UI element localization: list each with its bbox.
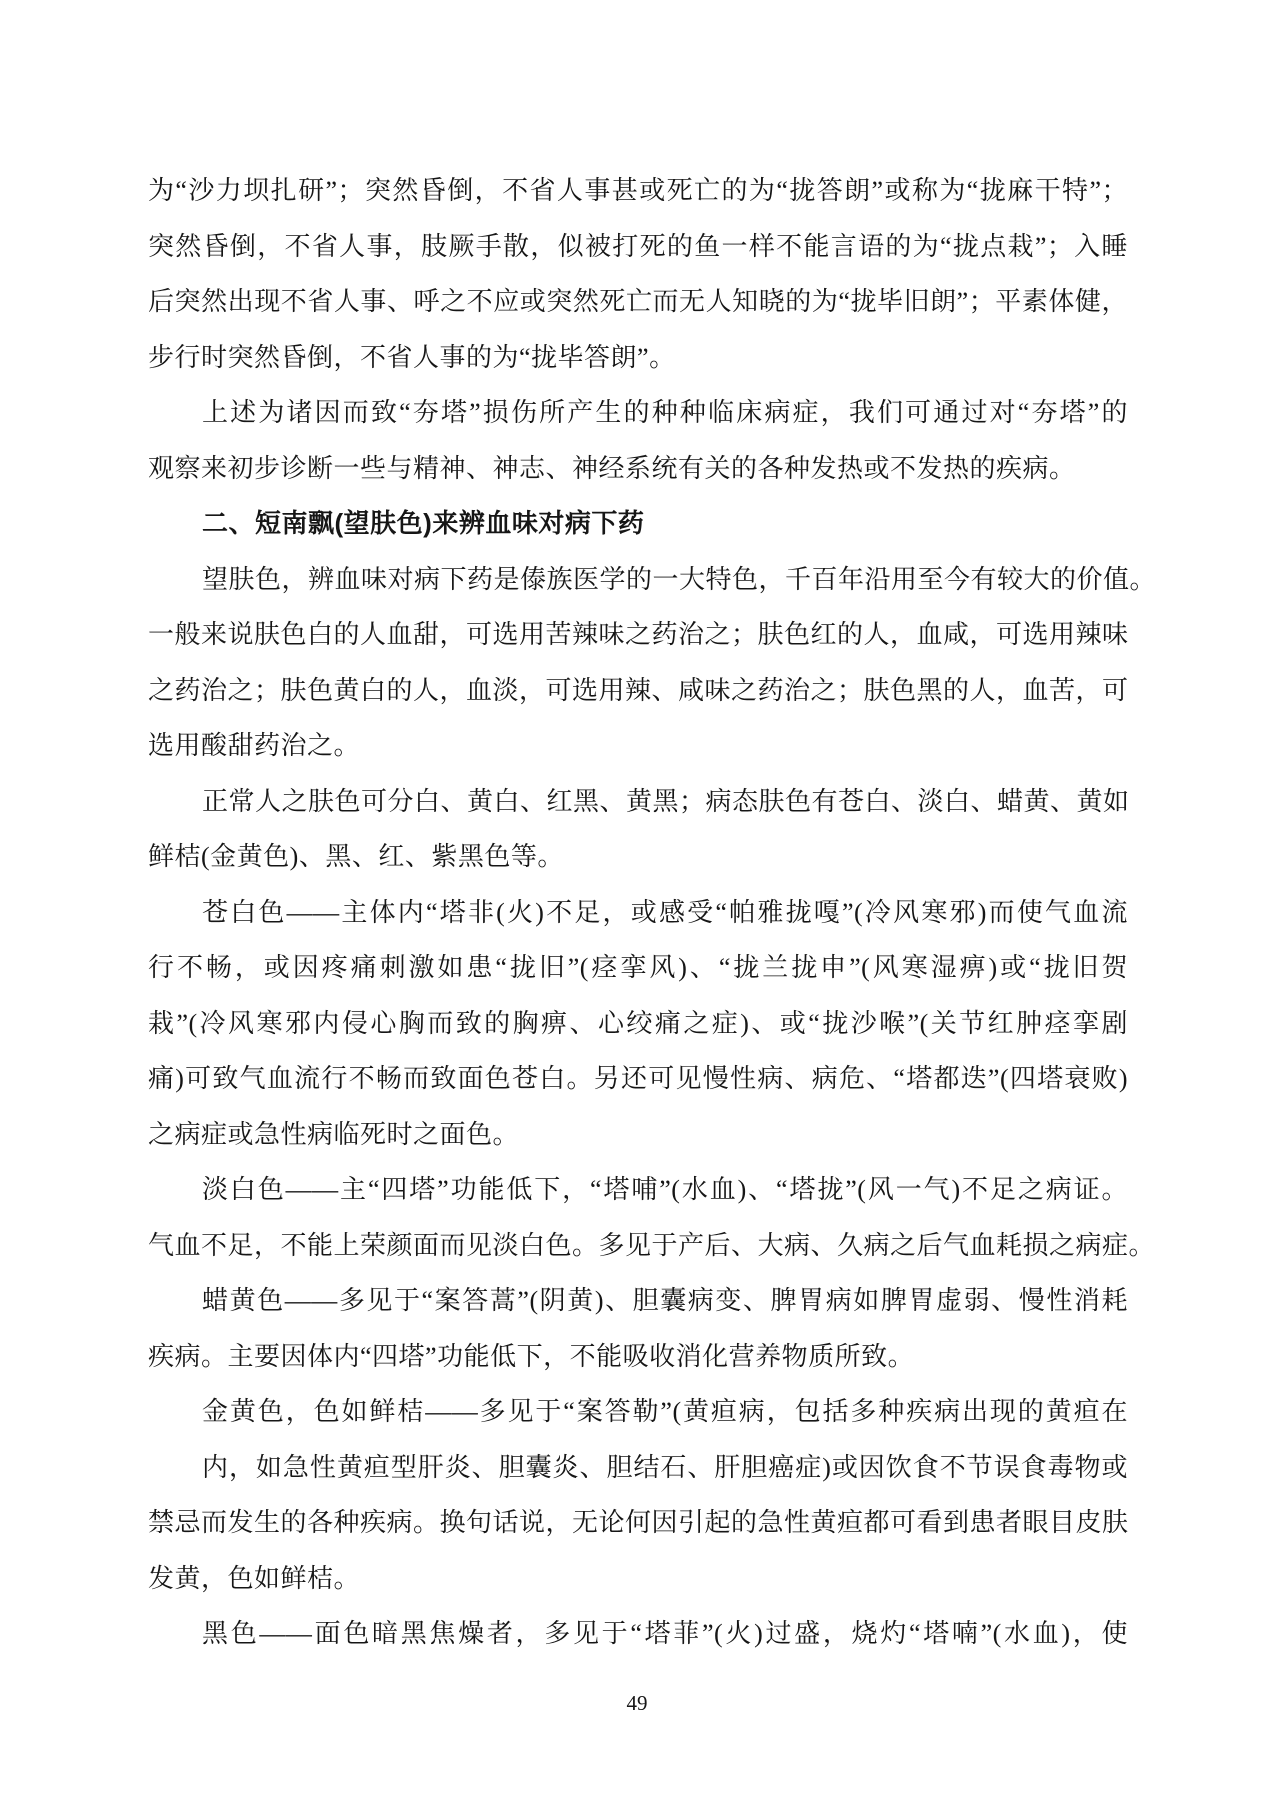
section-heading: 二、短南飘(望肤色)来辨血味对病下药 <box>202 508 645 538</box>
text-line: 选用酸甜药治之。 <box>148 731 361 760</box>
text-line: 一般来说肤色白的人血甜，可选用苦辣味之药治之；肤色红的人，血咸，可选用辣味 <box>148 620 1129 649</box>
text-line: 痛)可致气血流行不畅而致面色苍白。另还可见慢性病、病危、“塔都迭”(四塔衰败) <box>148 1064 1128 1093</box>
text-line: 鲜桔(金黄色)、黑、红、紫黑色等。 <box>148 842 564 871</box>
text-line: 行不畅，或因疼痛刺激如患“拢旧”(痉挛风)、“拢兰拢申”(风寒湿痹)或“拢旧贺 <box>148 953 1128 982</box>
page-number: 49 <box>626 1691 648 1715</box>
text-line: 突然昏倒，不省人事，肢厥手散，似被打死的鱼一样不能言语的为“拢点栽”；入睡 <box>148 231 1128 261</box>
text-line: 苍白色——主体内“塔非(火)不足，或感受“帕雅拢嘎”(冷风寒邪)而使气血流 <box>202 897 1128 927</box>
page-body <box>148 163 1157 1662</box>
text-line: 黑色——面色暗黑焦燥者，多见于“塔菲”(火)过盛，烧灼“塔喃”(水血)，使 <box>202 1619 1128 1648</box>
text-line: 步行时突然昏倒，不省人事的为“拢毕答朗”。 <box>148 342 676 372</box>
text-line: 蜡黄色——多见于“案答蒿”(阴黄)、胆囊病变、脾胃病如脾胃虚弱、慢性消耗 <box>202 1286 1128 1315</box>
text-line: 发黄，色如鲜桔。 <box>148 1563 361 1593</box>
text-line: 正常人之肤色可分白、黄白、红黑、黄黑；病态肤色有苍白、淡白、蜡黄、黄如 <box>202 786 1130 816</box>
text-line: 金黄色，色如鲜桔——多见于“案答勒”(黄疸病，包括多种疾病出现的黄疸在 <box>202 1397 1128 1426</box>
text-line: 为“沙力坝扎研”；突然昏倒，不省人事甚或死亡的为“拢答朗”或称为“拢麻干特”； <box>148 176 1128 205</box>
text-line: 栽”(冷风寒邪内侵心胸而致的胸痹、心绞痛之症)、或“拢沙喉”(关节红肿痉挛剧 <box>148 1008 1128 1038</box>
text-line: 之药治之；肤色黄白的人，血淡，可选用辣、咸味之药治之；肤色黑的人，血苦，可 <box>148 675 1129 705</box>
text-line: 望肤色，辨血味对病下药是傣族医学的一大特色，千百年沿用至今有较大的价值。 <box>202 564 1157 594</box>
text-line: 上述为诸因而致“夯塔”损伤所产生的种种临床病症，我们可通过对“夯塔”的 <box>202 398 1128 427</box>
text-line: 气血不足，不能上荣颜面而见淡白色。多见于产后、大病、久病之后气血耗损之病症。 <box>148 1230 1156 1260</box>
text-line: 内，如急性黄疸型肝炎、胆囊炎、胆结石、肝胆癌症)或因饮食不节误食毒物或 <box>202 1452 1128 1482</box>
text-line: 之病症或急性病临死时之面色。 <box>148 1119 520 1149</box>
text-line: 禁忌而发生的各种疾病。换句话说，无论何因引起的急性黄疸都可看到患者眼目皮肤 <box>148 1508 1129 1537</box>
text-line: 后突然出现不省人事、呼之不应或突然死亡而无人知晓的为“拢毕旧朗”；平素体健， <box>148 287 1128 316</box>
text-line: 疾病。主要因体内“四塔”功能低下，不能吸收消化营养物质所致。 <box>148 1341 915 1371</box>
text-line: 观察来初步诊断一些与精神、神志、神经系统有关的各种发热或不发热的疾病。 <box>148 453 1076 483</box>
text-line: 淡白色——主“四塔”功能低下，“塔哺”(水血)、“塔拢”(风一气)不足之病证。 <box>202 1175 1128 1204</box>
